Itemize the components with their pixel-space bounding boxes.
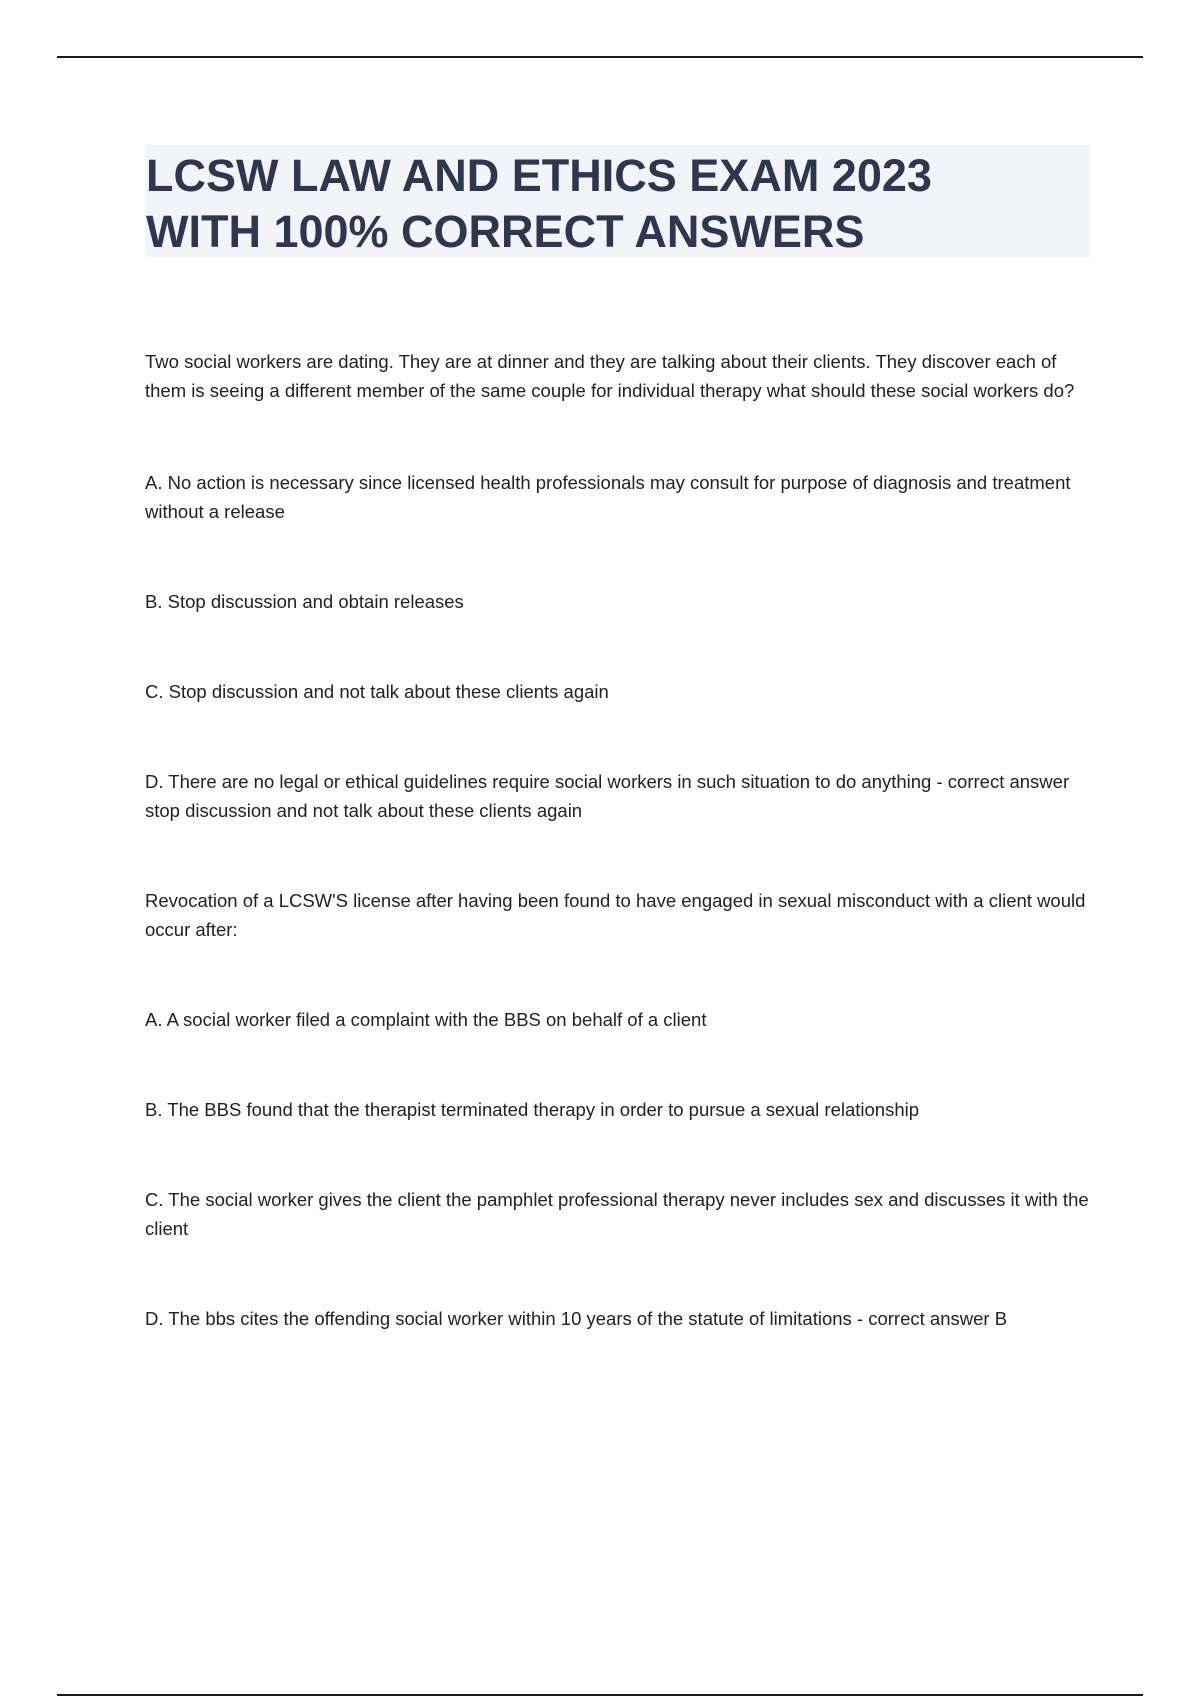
document-body [145,347,1095,1333]
question-1-option-b: B. Stop discussion and obtain releases [145,591,464,612]
question-1-option-c: C. Stop discussion and not talk about these clients again [145,681,609,702]
question-1-option-a: A. No action is necessary since licensed health professionals may consult for purpose of diagnosis and treatment without a release [145,472,1071,522]
footer-rule [57,1694,1143,1696]
question-1-option-d: D. There are no legal or ethical guidelines require social workers in such situation to do anything - correct answer stop discussion and not talk about these clients again [145,771,1070,821]
title-line-1: LCSW LAW AND ETHICS EXAM 2023 [146,150,932,201]
question-1-text: Two social workers are dating. They are at dinner and they are talking about their clients. They discover each of them is seeing a different member of the same couple for individual therapy what should these social workers do? [145,351,1075,401]
question-2-option-a: A. A social worker filed a complaint with the BBS on behalf of a client [145,1009,707,1030]
question-2-text: Revocation of a LCSW'S license after having been found to have engaged in sexual misconduct with a client would occur after: [145,890,1086,940]
header-rule [57,56,1143,58]
document-title [146,148,1086,260]
question-2-option-d: D. The bbs cites the offending social worker within 10 years of the statute of limitations - correct answer B [145,1308,1008,1329]
question-2-option-c: C. The social worker gives the client the pamphlet professional therapy never includes sex and discusses it with the client [145,1189,1089,1239]
question-2-option-b: B. The BBS found that the therapist terminated therapy in order to pursue a sexual relationship [145,1099,920,1120]
title-line-2: WITH 100% CORRECT ANSWERS [146,206,865,257]
